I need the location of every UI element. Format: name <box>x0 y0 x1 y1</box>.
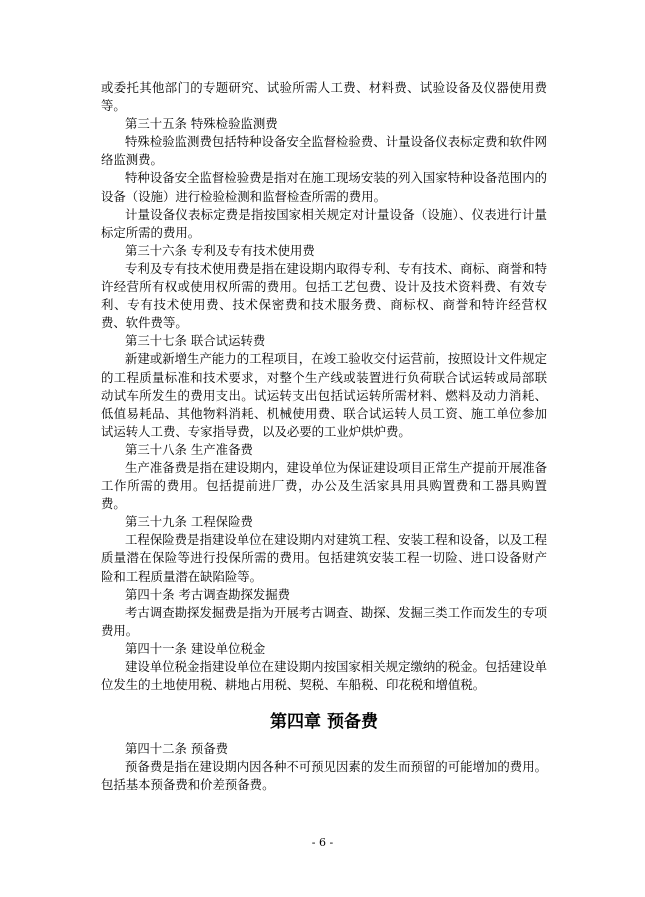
paragraph: 预备费是指在建设期内因各种不可预见因素的发生而预留的可能增加的费用。包括基本预备费和价差预备费。 <box>101 759 547 793</box>
paragraph: 计量设备仪表标定费是指按国家相关规定对计量设备（设施）、仪表进行计量标定所需的费用。 <box>101 206 547 240</box>
page-number: - 6 - <box>311 836 334 849</box>
article-heading: 第四十二条 预备费 <box>125 741 229 757</box>
article-heading: 第三十九条 工程保险费 <box>125 514 253 530</box>
article-heading: 第三十七条 联合试运转费 <box>125 333 266 349</box>
paragraph: 工程保险费是指建设单位在建设期内对建筑工程、安装工程和设备，以及工程质量潜在保险等进行投保所需的费用。包括建筑安装工程一切险、进口设备财产险和工程质量潜在缺陷险等。 <box>101 532 547 584</box>
paragraph: 特殊检验监测费包括特种设备安全监督检验费、计量设备仪表标定费和软件网络监测费。 <box>101 134 547 168</box>
article-heading: 第三十五条 特殊检验监测费 <box>125 116 278 132</box>
article-heading: 第四十一条 建设单位税金 <box>125 640 266 656</box>
paragraph: 建设单位税金指建设单位在建设期内按国家相关规定缴纳的税金。包括建设单位发生的土地使用税、耕地占用税、契税、车船税、印花税和增值税。 <box>101 659 547 693</box>
article-heading: 第四十条 考古调查勘探发掘费 <box>125 586 291 602</box>
paragraph: 专利及专有技术使用费是指在建设期内取得专利、专有技术、商标、商誉和特许经营所有权或使用权所需的费用。包括工艺包费、设计及技术资料费、有效专利、专有技术使用费、技术保密费和技术服务费、商标权、商誉和特许经营权费、软件费等。 <box>101 260 547 331</box>
paragraph: 特种设备安全监督检验费是指对在施工现场安装的列入国家特种设备范围内的设备（设施）进行检验检测和监督检查所需的费用。 <box>101 170 547 204</box>
article-heading: 第三十八条 生产准备费 <box>125 441 253 457</box>
paragraph: 或委托其他部门的专题研究、试验所需人工费、材料费、试验设备及仪器使用费等。 <box>101 80 547 114</box>
paragraph: 考古调查勘探发掘费是指为开展考古调查、勘探、发掘三类工作而发生的专项费用。 <box>101 604 547 638</box>
page-content <box>101 79 547 794</box>
paragraph: 新建或新增生产能力的工程项目，在竣工验收交付运营前，按照设计文件规定的工程质量标准和技术要求，对整个生产线或装置进行负荷联合试运转或局部联动试车所发生的费用支出。试运转支出包括试运转所需材料、燃料及动力消耗、低值易耗品、其他物料消耗、机械使用费、联合试运转人员工资、施工单位参加试运转人工费、专家指导费，以及必要的工业炉烘炉费。 <box>101 351 547 439</box>
article-heading: 第三十六条 专利及专有技术使用费 <box>125 242 315 258</box>
paragraph: 生产准备费是指在建设期内，建设单位为保证建设项目正常生产提前开展准备工作所需的费用。包括提前进厂费，办公及生活家具用具购置费和工器具购置费。 <box>101 459 547 512</box>
chapter-title: 第四章 预备费 <box>270 712 378 733</box>
